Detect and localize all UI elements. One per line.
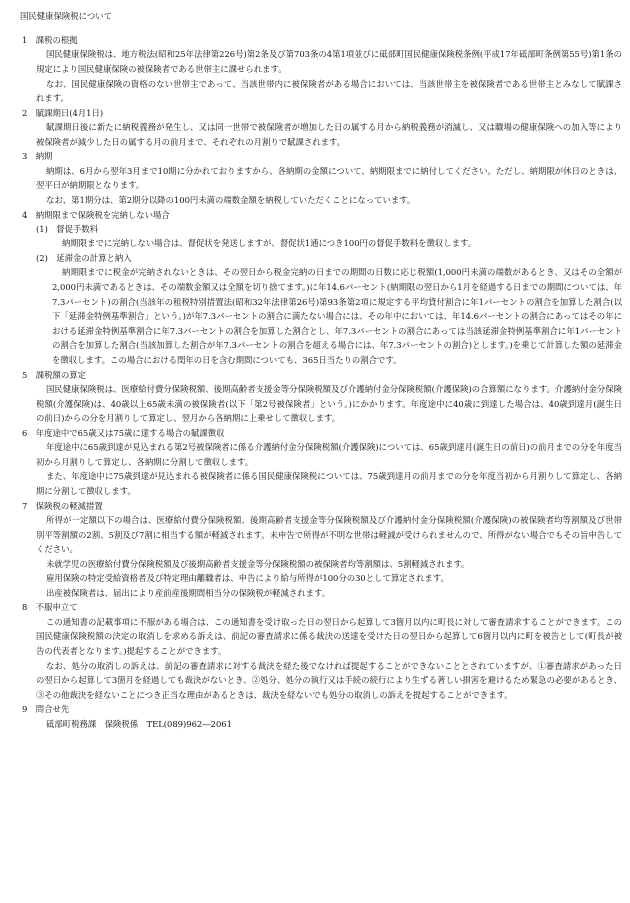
section-heading: 4 納期限まで保険税を完納しない場合	[22, 209, 170, 220]
subsection-paragraph: 納期限までに完納しない場合は、督促状を発送しますが、督促状1通につき100円の督促手数料を徴収します。	[62, 238, 477, 249]
section-paragraph: なお、第1期分は、第2期分以降の100円未満の端数金額を納税していただくことになっています。	[46, 194, 416, 205]
section-legal-basis	[10, 33, 622, 106]
section-contact	[10, 702, 622, 731]
section-paragraph: また、年度途中に75歳到達が見込まれる被保険者に係る国民健康保険税については、75歳到達月の前月までの分を年度当初から月割りして算定し、各納期に分割して徴収します。	[36, 471, 622, 496]
section-heading: 5 課税額の算定	[22, 369, 86, 380]
section-late-payment	[10, 208, 622, 368]
contact-info: 砥部町税務課 保険税係 TEL(089)962―2061	[46, 718, 232, 729]
section-paragraph: 出産被保険者は、届出により産前産後期間相当分の保険税が軽減されます。	[46, 587, 331, 598]
section-heading: 1 課税の根拠	[22, 35, 78, 45]
section-paragraph: 未就学児の医療給付費分保険税額及び後期高齢者支援金等分保険税額の被保険者均等割額は、5割軽減されます。	[46, 558, 470, 569]
section-heading: 7 保険税の軽減措置	[22, 500, 103, 511]
section-paragraph: 雇用保険の特定受給資格者及び特定理由離職者は、申告により給与所得が100分の30として算定されます。	[46, 573, 449, 584]
section-paragraph: 所得が一定額以下の場合は、医療給付費分保険税額、後期高齢者支援金等分保険税額及び介護納付金分保険税額(介護保険)の被保険者均等割額及び世帯別平等割額の2割、5割及び7割に相当する額が軽減されます。未申告で所得が不明な世帯は軽減が受けられませんので、所得がない場合でもその旨申告してください。	[36, 514, 622, 555]
section-payment-periods	[10, 149, 622, 207]
subsection-heading: (1) 督促手数料	[36, 223, 99, 234]
section-heading: 2 賦課期日(4月1日)	[22, 107, 104, 118]
section-paragraph: なお、処分の取消しの訴えは、前記の審査請求に対する裁決を経た後でなければ提起することができないこととされていますが、①審査請求があった日の翌日から起算して3箇月を経過しても裁決がないとき、②処分、処分の執行又は手続の続行により生ずる著しい損害を避けるため緊急の必要があるとき、③その他裁決を経ないことにつき正当な理由があるときは、裁決を経ないでも処分の取消しの訴えを提起することができます。	[36, 660, 622, 700]
section-paragraph: 年度途中に65歳到達が見込まれる第2号被保険者に係る介護納付金分保険税額(介護保険)については、65歳到達月(誕生日の前日)の前月までの分を年度当初から月割りして算定し、各納期に分割して徴収します。	[36, 442, 622, 467]
section-tax-calculation	[10, 368, 622, 426]
section-paragraph: 賦課期日後に新たに納税義務が発生し、又は同一世帯で被保険者が増加した日の属する月から納税義務が消滅し、又は職場の健康保険への加入等により被保険者が減少した日の属する月の前月まで、それぞれの月割りで賦課されます。	[36, 122, 622, 147]
subsection-paragraph: 納期限までに税金が完納されないときは、その翌日から税金完納の日までの期間の日数に応じ税額(1,000円未満の端数があるとき、又はその全額が2,000円未満であるときは、その端数金額又は全額を切り捨てます。)に年14.6パーセント(納期限の翌日から1月を経過する日までの期間については、年7.3パーセント)の割合(当該年の租税特別措置法(昭和32年法律第26号)第93条第2項に規定する平均貸付割合に年1パーセントの割合を加算した割合(以下「延滞金特例基準割合」という。)が年7.3パーセントの割合に満たない場合には、その年中においては、年14.6パーセントの割合にあってはその年における延滞金特例基準割合に年7.3パーセントの割合を加算した割合とし、年7.3パーセントの割合にあっては当該延滞金特例基準割合に年1パーセントの割合を加算した割合(当該加算した割合が年7.3パーセントの割合を超える場合には、年7.3パーセントの割合)とします。)を乗じて計算した額の延滞金を徴収します。この場合における閏年の日を含む期間についても、365日当たりの割合です。	[52, 267, 622, 365]
section-heading: 3 納期	[22, 151, 53, 162]
section-heading: 9 問合せ先	[22, 704, 70, 715]
section-appeals	[10, 600, 622, 702]
section-reduction-measures	[10, 499, 622, 601]
section-paragraph: この通知書の記載事項に不服がある場合は、この通知書を受け取った日の翌日から起算して3箇月以内に町長に対して審査請求することができます。この国民健康保険税額の決定の取消しを求める訴えは、前記の審査請求に係る裁決の送達を受けた日の翌日から起算して6箇月以内に町を被告として(町長が被告の代表者となります。)提起することができます。	[36, 616, 622, 657]
subsection-heading: (2) 延滞金の計算と納入	[36, 252, 132, 263]
section-assessment-date	[10, 106, 622, 150]
section-paragraph: 国民健康保険税は、地方税法(昭和25年法律第226号)第2条及び第703条の4第1項並びに砥部町国民健康保険税条例(平成17年砥部町条例第55号)第1条の規定により国民健康保険の被保険者である世帯主に課せられます。	[36, 49, 622, 74]
section-heading: 8 不服申立て	[22, 602, 78, 613]
section-age-65-75	[10, 426, 622, 499]
section-paragraph: 国民健康保険税は、医療給付費分保険税額、後期高齢者支援金等分保険税額及び介護納付金分保険税額(介護保険)の合算額になります。介護納付金分保険税額(介護保険)は、40歳以上65歳未満の被保険者(以下「第2号被保険者」という。)にかかります。年度途中に40歳に到達した場合は、40歳到達月(誕生日の前日)からの分を月割りして算定し、翌月から各納期に上乗せして徴収します。	[36, 383, 622, 424]
section-paragraph: なお、国民健康保険の資格のない世帯主であって、当該世帯内に被保険者がある場合においては、当該世帯主を被保険者である世帯主とみなして賦課されます。	[36, 78, 622, 104]
section-heading: 6 年度途中で65歳又は75歳に達する場合の賦課徴収	[22, 427, 225, 438]
section-paragraph: 納期は、6月から翌年3月まで10期に分かれておりますから、各納期の金額について、納期限までに納付してください。ただし、納期限が休日のときは、翌平日が納期限となります。	[36, 165, 622, 191]
document-title: 国民健康保険税について	[20, 11, 112, 21]
